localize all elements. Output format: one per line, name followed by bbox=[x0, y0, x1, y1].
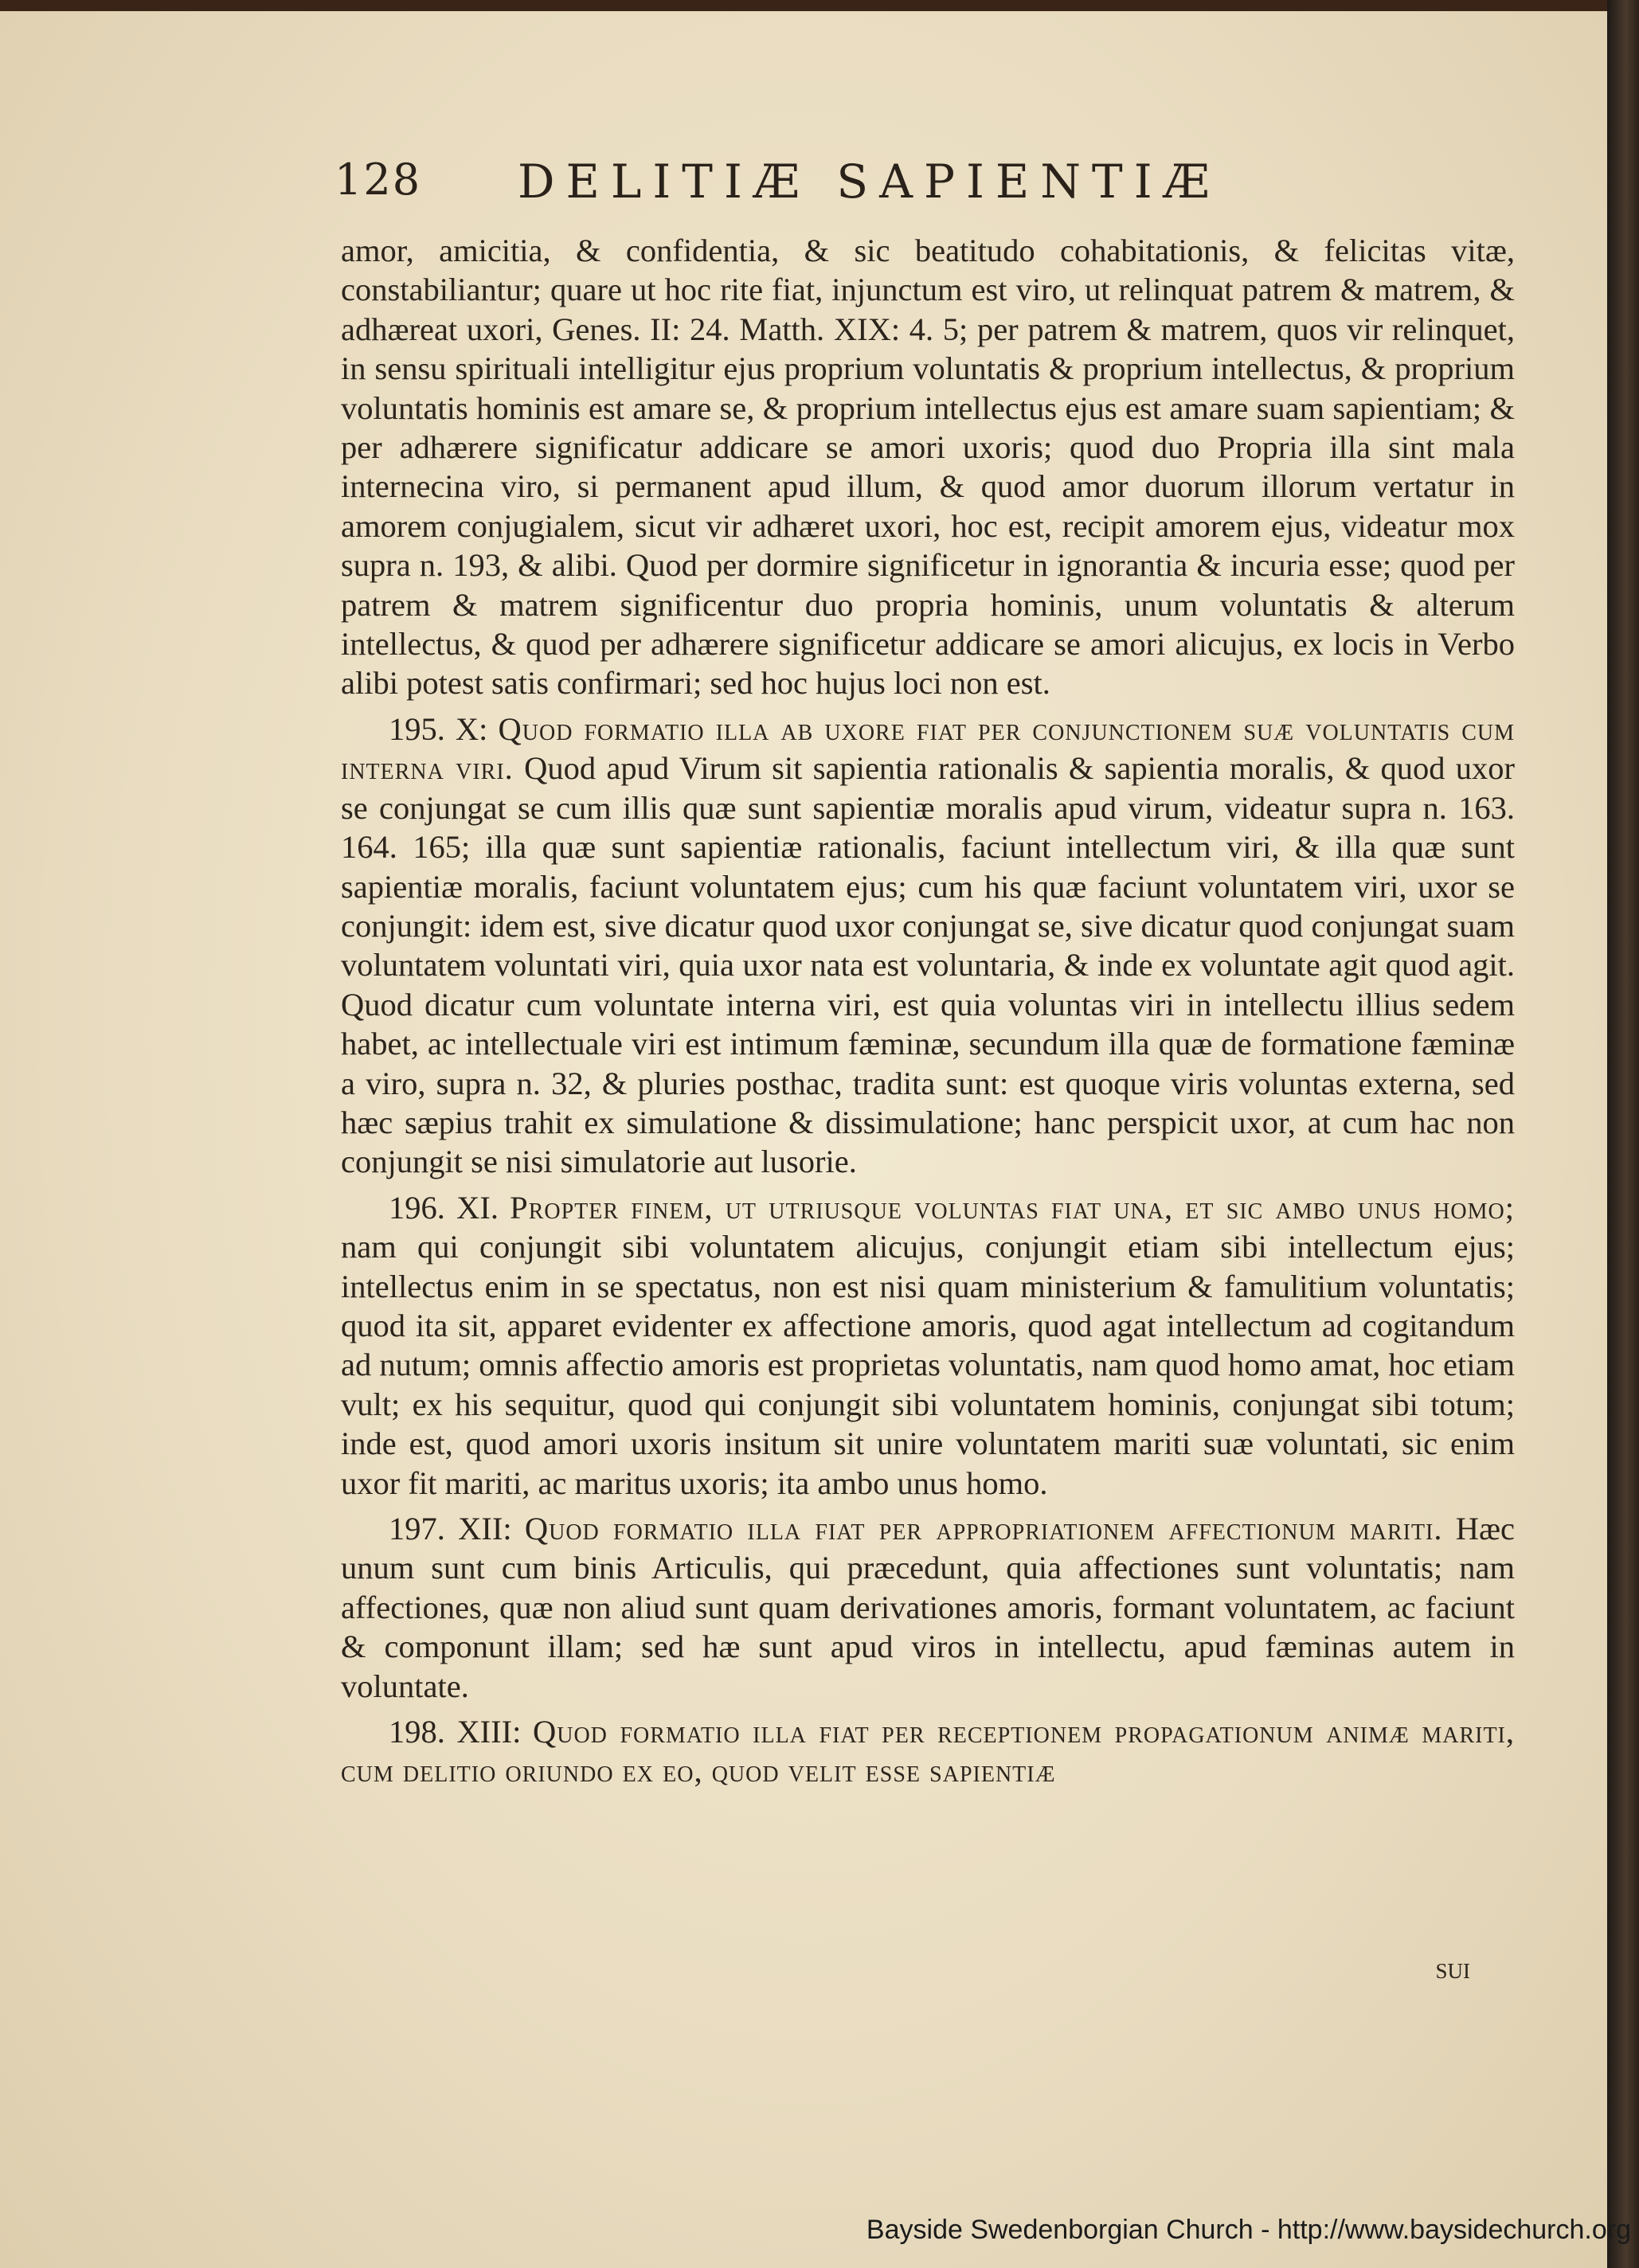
paragraph-number: 197. XII: bbox=[389, 1511, 512, 1547]
page-number: 128 bbox=[334, 154, 422, 205]
page-header bbox=[334, 154, 1529, 218]
running-title: DELITIÆ SAPIENTIÆ bbox=[518, 154, 1221, 209]
paragraph-197 bbox=[341, 1509, 1515, 1706]
paragraph-number: 198. XIII: bbox=[389, 1714, 522, 1750]
paragraph-text: Quod apud Virum sit sapientia rationalis & sapientia moralis, & quod uxor se conjungat se cum illis quæ sunt sapientiæ moralis apud virum, videatur supra n. 163. 164. 165; illa quæ sunt sapientiæ rationalis, faciunt intellectum viri, & illa quæ sunt sapientiæ moralis, faciunt voluntatem ejus; cum his quæ faciunt voluntatem viri, uxor se conjungit: idem est, sive dicatur quod uxor conjungat se, sive dicatur quod conjungat suam voluntatem voluntati viri, quia uxor nata est voluntaria, & inde ex voluntate agit quod agit. Quod dicatur cum voluntate interna viri, est quia voluntas viri in intellectu illius sedem habet, ac intellectuale viri est intimum fæminæ, secundum illa quæ de formatione fæminæ a viro, supra n. 32, & pluries posthac, tradita sunt: est quoque viris voluntas externa, sed hæc sæpius trahit ex simulatione & dissimulatione; hanc perspicit uxor, at cum hac non conjungit se nisi simulatorie aut lusorie. bbox=[341, 750, 1515, 1180]
paragraph-continued: amor, amicitia, & confidentia, & sic beatitudo cohabitationis, & felicitas vitæ, constabiliantur; quare ut hoc rite fiat, injunctum est viro, ut relinquat patrem & matrem, & adhæreat uxori, Genes. II: 24. Matth. XIX: 4. 5; per patrem & matrem, quos vir relinquet, in sensu spirituali intelligitur ejus proprium voluntatis & proprium intellectus, & proprium voluntatis hominis est amare se, & proprium intellectus ejus est amare suam sapientiam; & per adhærere significatur addicare se amori uxoris; quod duo Propria illa sint mala internecina viro, si permanent apud illum, & quod amor duorum illorum vertatur in amorem conjugialem, sicut vir adhæret uxori, hoc est, recipit amorem ejus, videatur mox supra n. 193, & alibi. Quod per dormire significetur in ignorantia & incuria esse; quod per patrem & matrem significentur duo propria hominis, unum voluntatis & alterum intellectus, & quod per adhærere significetur addicare se amori alicujus, ex locis in Verbo alibi potest satis confirmari; sed hoc hujus loci non est. bbox=[341, 233, 1515, 702]
book-page bbox=[0, 11, 1607, 2268]
catchword: sui bbox=[1435, 1952, 1470, 1985]
article-heading: Quod formatio illa fiat per appropriationem affectionum mariti. bbox=[524, 1511, 1443, 1547]
paragraph-198 bbox=[341, 1712, 1515, 1791]
paragraph-196 bbox=[341, 1188, 1515, 1503]
paragraph-text: Hæc unum sunt cum binis Articulis, qui præcedunt, quia affectiones sunt voluntatis; nam affectiones, quæ non aliud sunt quam derivationes amoris, formant voluntatem, ac faciunt & componunt illam; sed hæ sunt apud viros in intellectu, apud fæminas autem in voluntate. bbox=[341, 1511, 1515, 1704]
paragraph-195 bbox=[341, 710, 1515, 1182]
article-heading: Propter finem, ut utriusque voluntas fiat una, et sic ambo unus homo; bbox=[510, 1189, 1515, 1226]
article-heading: Quod formatio illa fiat per receptionem propagationum animæ mariti, cum delitio oriundo ex eo, quod velit esse sapientiæ bbox=[341, 1714, 1516, 1789]
body-text bbox=[341, 231, 1515, 1791]
paragraph-number: 195. X: bbox=[389, 710, 488, 747]
article-heading: Quod formatio illa ab uxore fiat per conjunctionem suæ voluntatis cum interna viri. bbox=[341, 710, 1516, 787]
book-spine bbox=[1607, 0, 1639, 2268]
paragraph-text: nam qui conjungit sibi voluntatem alicujus, conjungit etiam sibi intellectum ejus; intellectus enim in se spectatus, non est nisi quam ministerium & famulitium voluntatis; quod ita sit, apparet evidenter ex affectione amoris, quod agat intellectum ad cogitandum ad nutum; omnis affectio amoris est proprietas voluntatis, nam quod homo amat, hoc etiam vult; ex his sequitur, quod qui conjungit sibi voluntatem hominis, conjungat sibi totum; inde est, quod amori uxoris insitum sit unire voluntatem mariti suæ voluntati, sic enim uxor fit mariti, ac maritus uxoris; ita ambo unus homo. bbox=[341, 1229, 1515, 1501]
paragraph-number: 196. XI. bbox=[389, 1189, 499, 1226]
source-watermark: Bayside Swedenborgian Church - http://www.baysidechurch.org bbox=[866, 2215, 1631, 2245]
